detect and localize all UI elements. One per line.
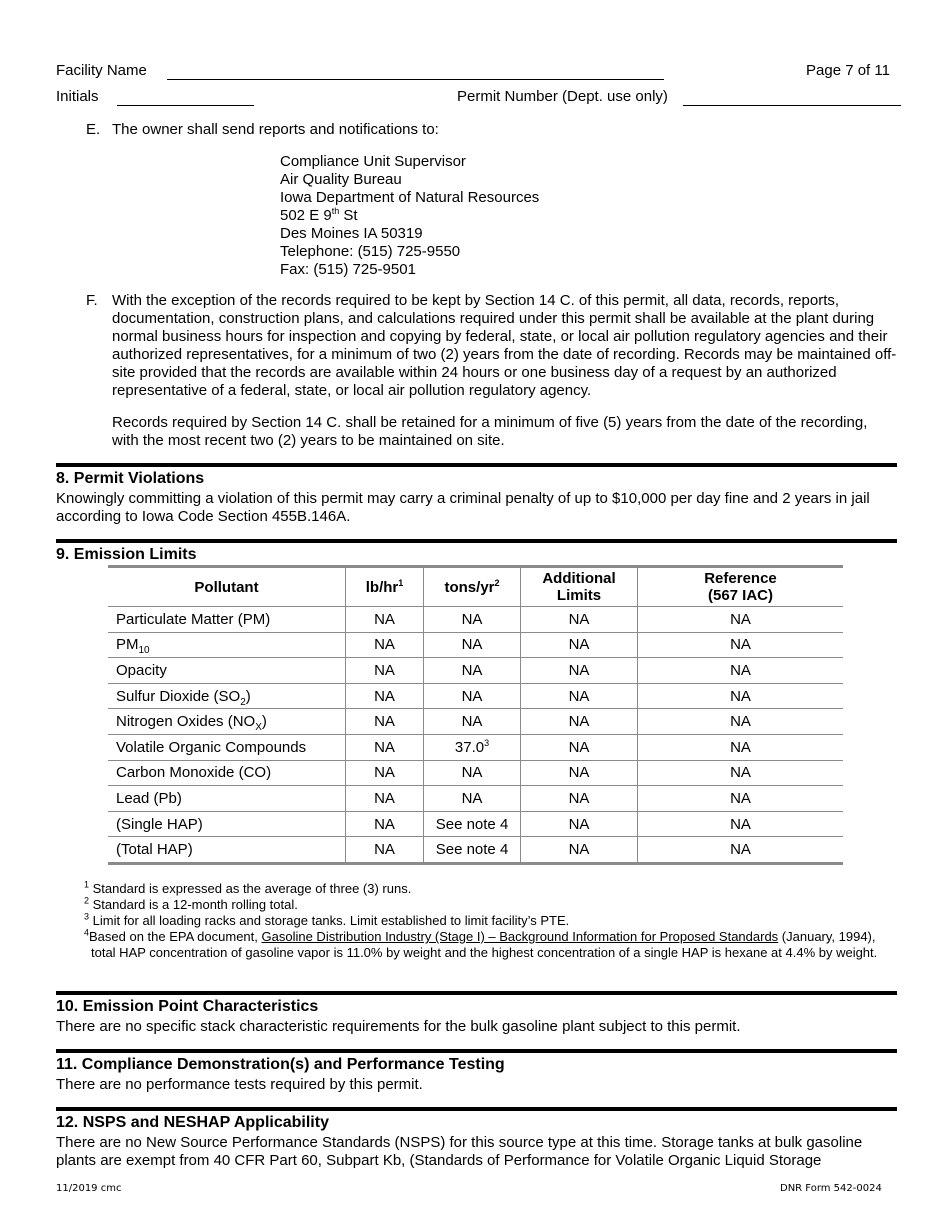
pollutant-name: Volatile Organic Compounds	[116, 738, 307, 756]
section-9-title: 9. Emission Limits	[56, 546, 197, 563]
footnote-text: Limit for all loading racks and storage tanks. Limit established to limit facility’s PTE.	[92, 913, 570, 928]
section-12-body: There are no New Source Performance Standards (NSPS) for this source type at this time. Storage tanks at bulk gasoline plants are exempt from 40 CFR Part 60, Subpart Kb, (Standards of Performance for Volatile Organic Liquid Storage	[56, 1134, 863, 1169]
section-11-body: There are no performance tests required by this permit.	[56, 1076, 423, 1093]
cell-pollutant	[108, 734, 346, 760]
facility-name-field[interactable]	[167, 79, 664, 80]
cell-lbhr: NA	[346, 709, 424, 735]
tonsyr-label: tons/yr	[444, 578, 495, 596]
tonsyr-value: NA	[461, 636, 483, 654]
col-header-pollutant: Pollutant	[108, 567, 346, 607]
col-header-lbhr	[346, 567, 424, 607]
header-line: Additional	[542, 570, 616, 587]
item-e-text: The owner shall send reports and notifications to:	[112, 121, 439, 138]
cell-tonsyr	[424, 760, 521, 786]
tonsyr-value: See note 4	[435, 841, 509, 859]
emission-limits-table	[108, 565, 843, 865]
tonsyr-value: 37.0	[454, 738, 485, 756]
footnotes	[84, 881, 884, 961]
cell-reference: NA	[638, 709, 844, 735]
header-line: (567 IAC)	[707, 587, 774, 604]
cell-tonsyr	[424, 837, 521, 864]
section-11-title: 11. Compliance Demonstration(s) and Performance Testing	[56, 1056, 505, 1073]
pollutant-subscript: 10	[138, 645, 150, 657]
cell-tonsyr	[424, 709, 521, 735]
footnote-mark: 3	[84, 911, 90, 922]
cell-reference: NA	[638, 632, 844, 658]
cell-reference: NA	[638, 734, 844, 760]
section-divider	[56, 991, 897, 995]
tonsyr-value: NA	[461, 789, 483, 807]
cell-additional-limits: NA	[521, 607, 638, 633]
header-line: Limits	[556, 587, 602, 604]
address-line: Fax: (515) 725-9501	[280, 261, 416, 278]
address-line	[280, 207, 539, 225]
section-10-body: There are no specific stack characteristic requirements for the bulk gasoline plant subject to this permit.	[56, 1018, 741, 1035]
cell-pollutant	[108, 760, 346, 786]
footer-form-number: DNR Form 542-0024	[780, 1183, 882, 1194]
cell-reference: NA	[638, 786, 844, 812]
footnote-text: Standard is a 12-month rolling total.	[92, 897, 298, 912]
footnote-mark: 1	[84, 879, 90, 890]
cell-lbhr: NA	[346, 683, 424, 709]
cell-additional-limits: NA	[521, 658, 638, 684]
cell-lbhr: NA	[346, 760, 424, 786]
footnote-text: (January, 1994), total HAP concentration of gasoline vapor is 11.0% by weight and the highest concentration of a single HAP is hexane at 4.4% by weight.	[91, 929, 878, 960]
col-header-reference	[638, 567, 844, 607]
document-title: Gasoline Distribution Industry (Stage I) – Background Information for Proposed Standards	[261, 929, 779, 944]
footnote-4	[84, 929, 884, 961]
cell-reference: NA	[638, 683, 844, 709]
cell-tonsyr	[424, 683, 521, 709]
pollutant-subscript: X	[255, 722, 262, 734]
item-f-text: With the exception of the records required to be kept by Section 14 C. of this permit, all data, records, reports, documentation, construction plans, and calculations required under this permit shall be available at the plant during normal business hours for inspection and copying by federal, state, or local air pollution regulatory agencies and their authorized representatives, for a minimum of two (2) years from the date of recording. Records may be maintained off-site provided that the records are available within 24 hours or one business day of a request by an authorized representative of a federal, state, or local air pollution regulatory agency.	[112, 292, 897, 399]
cell-additional-limits: NA	[521, 683, 638, 709]
cell-lbhr: NA	[346, 632, 424, 658]
pollutant-name: Opacity	[116, 661, 167, 679]
cell-pollutant	[108, 786, 346, 812]
footnote-text: Based on the EPA document,	[89, 929, 262, 944]
pollutant-name: Nitrogen Oxides (NO	[116, 713, 256, 731]
footnote	[84, 881, 884, 897]
pollutant-suffix: )	[245, 687, 251, 705]
pollutant-name: (Total HAP)	[116, 841, 193, 859]
cell-pollutant	[108, 607, 346, 633]
pollutant-suffix: )	[261, 713, 267, 731]
address-line: Iowa Department of Natural Resources	[280, 189, 540, 206]
address-line: Des Moines IA 50319	[280, 225, 423, 242]
cell-lbhr: NA	[346, 811, 424, 837]
footnote-mark: 3	[484, 737, 490, 748]
tonsyr-value: See note 4	[435, 815, 509, 833]
cell-lbhr: NA	[346, 837, 424, 864]
section-divider	[56, 463, 897, 467]
street-number: 502 E 9	[280, 207, 332, 224]
address-line: Telephone: (515) 725-9550	[280, 243, 461, 260]
footnote	[84, 897, 884, 913]
footnote-mark: 2	[84, 895, 90, 906]
cell-lbhr: NA	[346, 658, 424, 684]
tonsyr-value: NA	[461, 610, 483, 628]
cell-reference: NA	[638, 837, 844, 864]
table-row	[108, 709, 843, 735]
pollutant-name: Sulfur Dioxide (SO	[116, 687, 241, 705]
section-10-title: 10. Emission Point Characteristics	[56, 998, 319, 1015]
cell-lbhr: NA	[346, 786, 424, 812]
tonsyr-value: NA	[461, 713, 483, 731]
cell-additional-limits: NA	[521, 760, 638, 786]
cell-tonsyr	[424, 607, 521, 633]
cell-lbhr: NA	[346, 607, 424, 633]
ordinal-suffix: th	[331, 206, 340, 216]
table-row	[108, 811, 843, 837]
item-e-letter: E.	[86, 121, 101, 138]
table-row	[108, 734, 843, 760]
table-row	[108, 683, 843, 709]
tonsyr-value: NA	[461, 661, 483, 679]
cell-pollutant	[108, 811, 346, 837]
item-f-letter: F.	[86, 292, 98, 309]
table-header-row	[108, 567, 843, 607]
cell-reference: NA	[638, 811, 844, 837]
cell-pollutant	[108, 658, 346, 684]
table-row	[108, 786, 843, 812]
cell-tonsyr	[424, 734, 521, 760]
table-row	[108, 658, 843, 684]
initials-field[interactable]	[117, 105, 254, 106]
cell-tonsyr	[424, 632, 521, 658]
page-number: Page 7 of 11	[806, 62, 890, 79]
tonsyr-value: NA	[461, 687, 483, 705]
section-8-title: 8. Permit Violations	[56, 470, 205, 487]
section-divider	[56, 539, 897, 543]
col-header-additional-limits	[521, 567, 638, 607]
item-f-text2: Records required by Section 14 C. shall be retained for a minimum of five (5) years from the date of the recording, with the most recent two (2) years to be maintained on site.	[112, 414, 868, 449]
cell-additional-limits: NA	[521, 811, 638, 837]
footnote	[84, 913, 884, 929]
cell-pollutant	[108, 683, 346, 709]
cell-additional-limits: NA	[521, 709, 638, 735]
tonsyr-value: NA	[461, 764, 483, 782]
section-8-body: Knowingly committing a violation of this permit may carry a criminal penalty of up to $10,000 per day fine and 2 years in jail according to Iowa Code Section 455B.146A.	[56, 490, 870, 525]
cell-lbhr: NA	[346, 734, 424, 760]
pollutant-name: Lead (Pb)	[116, 789, 182, 807]
footnote-mark: 1	[398, 577, 404, 588]
permit-number-field[interactable]	[683, 105, 901, 106]
table-row	[108, 607, 843, 633]
section-divider	[56, 1049, 897, 1053]
cell-additional-limits: NA	[521, 734, 638, 760]
footer-date: 11/2019 cmc	[56, 1183, 122, 1194]
address-line: Compliance Unit Supervisor	[280, 153, 466, 170]
header-line: Reference	[704, 570, 777, 587]
cell-pollutant	[108, 632, 346, 658]
footnote-mark: 2	[494, 577, 500, 588]
initials-label: Initials	[56, 88, 99, 105]
table-row	[108, 760, 843, 786]
table-row	[108, 837, 843, 864]
section-12-title: 12. NSPS and NESHAP Applicability	[56, 1114, 329, 1131]
permit-number-label: Permit Number (Dept. use only)	[457, 88, 668, 105]
pollutant-name: Particulate Matter (PM)	[116, 610, 271, 628]
address-line: Air Quality Bureau	[280, 171, 402, 188]
col-header-tonsyr	[424, 567, 521, 607]
cell-pollutant	[108, 837, 346, 864]
lbhr-label: lb/hr	[365, 578, 399, 596]
pollutant-name: Carbon Monoxide (CO)	[116, 764, 272, 782]
table-row	[108, 632, 843, 658]
cell-reference: NA	[638, 760, 844, 786]
cell-reference: NA	[638, 607, 844, 633]
footnote-text: Standard is expressed as the average of three (3) runs.	[92, 881, 412, 896]
cell-tonsyr	[424, 658, 521, 684]
footnote-mark: 4	[84, 927, 90, 938]
pollutant-name: PM	[116, 636, 139, 654]
cell-pollutant	[108, 709, 346, 735]
pollutant-subscript: 2	[240, 696, 246, 708]
mailing-address	[280, 153, 539, 279]
cell-additional-limits: NA	[521, 632, 638, 658]
facility-name-label: Facility Name	[56, 62, 147, 79]
street-suffix: St	[339, 207, 358, 224]
cell-tonsyr	[424, 786, 521, 812]
cell-reference: NA	[638, 658, 844, 684]
section-divider	[56, 1107, 897, 1111]
pollutant-name: (Single HAP)	[116, 815, 203, 833]
cell-additional-limits: NA	[521, 786, 638, 812]
cell-tonsyr	[424, 811, 521, 837]
cell-additional-limits: NA	[521, 837, 638, 864]
